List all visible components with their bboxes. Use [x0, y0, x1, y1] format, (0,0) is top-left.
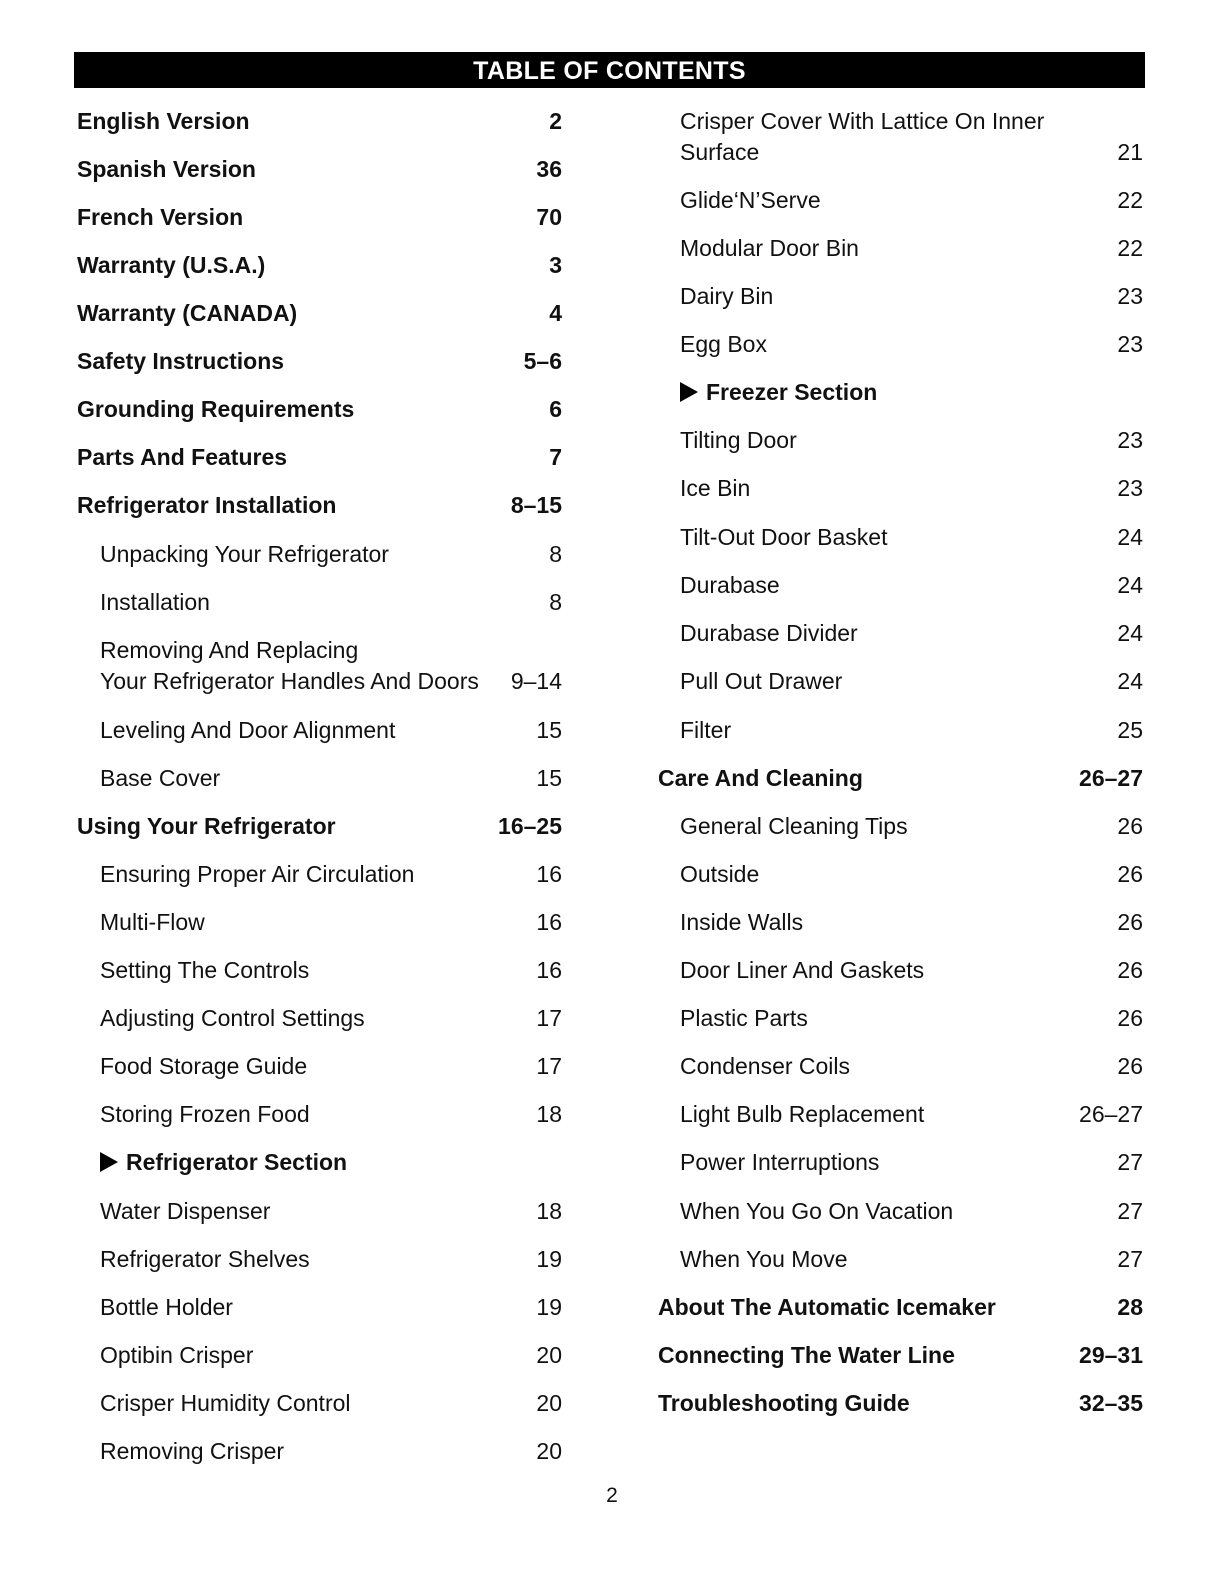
toc-title-bar	[74, 52, 1145, 88]
toc-entry-label	[658, 1292, 996, 1323]
toc-entry-page: 23	[1117, 427, 1143, 453]
toc-entry-text: Setting The Controls	[100, 957, 310, 983]
toc-entry-text: Crisper Humidity Control	[100, 1390, 351, 1416]
toc-entry-page: 5–6	[523, 348, 562, 374]
toc-entry-text: Glide‘N’Serve	[680, 187, 821, 213]
toc-entry-page: 23	[1117, 475, 1143, 501]
toc-entry-text: Removing Crisper	[100, 1438, 285, 1464]
toc-entry-page: 17	[536, 1005, 562, 1031]
toc-entry-page: 26–27	[1079, 765, 1143, 791]
toc-entry-page: 18	[536, 1198, 562, 1224]
toc-entry-label	[658, 1388, 910, 1419]
toc-entry-page: 20	[536, 1342, 562, 1368]
toc-entry-label-line2: Your Refrigerator Handles And Doors	[100, 668, 479, 694]
toc-entry-label	[680, 106, 1044, 137]
toc-entry-text: Refrigerator Shelves	[100, 1246, 310, 1272]
toc-entry-label	[680, 1196, 953, 1227]
toc-entry-label	[680, 1003, 808, 1034]
toc-entry-page: 25	[1117, 717, 1143, 743]
toc-entry-page: 32–35	[1079, 1390, 1143, 1416]
toc-entry-page: 2	[549, 108, 562, 134]
toc-entry-label	[680, 1147, 879, 1178]
toc-entry-text: When You Move	[680, 1246, 848, 1272]
toc-entry-text: Base Cover	[100, 765, 221, 791]
toc-entry-page: 18	[536, 1101, 562, 1127]
toc-entry-text: Ice Bin	[680, 475, 751, 501]
toc-entry-text: French Version	[77, 204, 244, 230]
toc-entry-label	[680, 907, 803, 938]
toc-entry-page: 26	[1117, 909, 1143, 935]
toc-entry-text: Grounding Requirements	[77, 396, 355, 422]
toc-entry-page: 16	[536, 909, 562, 935]
toc-entry-text: Modular Door Bin	[680, 235, 859, 261]
toc-entry-text: Bottle Holder	[100, 1294, 233, 1320]
toc-entry-label	[680, 570, 780, 601]
toc-entry-text: Storing Frozen Food	[100, 1101, 310, 1127]
toc-entry-text: Filter	[680, 717, 732, 743]
toc-entry-label	[680, 425, 797, 456]
toc-entry-text: Pull Out Drawer	[680, 668, 843, 694]
toc-entry-page: 6	[549, 396, 562, 422]
toc-entry-text: Removing And Replacing	[100, 637, 359, 663]
toc-entry-page: 29–31	[1079, 1342, 1143, 1368]
toc-entry-text: Adjusting Control Settings	[100, 1005, 365, 1031]
toc-entry-page: 26	[1117, 1005, 1143, 1031]
toc-entry-label	[680, 522, 887, 553]
toc-entry-text: Power Interruptions	[680, 1149, 880, 1175]
toc-entry-page: 26	[1117, 861, 1143, 887]
toc-entry-page: 22	[1117, 187, 1143, 213]
toc-entry-label	[680, 377, 877, 408]
toc-entry-text: Safety Instructions	[77, 348, 285, 374]
toc-entry-text: Troubleshooting Guide	[658, 1390, 910, 1416]
toc-entry-text: Durabase	[680, 572, 780, 598]
toc-entry-page: 8–15	[510, 492, 562, 518]
toc-entry-page: 16–25	[498, 813, 562, 839]
toc-entry-label	[680, 281, 773, 312]
toc-entry-text: Warranty (CANADA)	[77, 300, 298, 326]
toc-entry-text: Connecting The Water Line	[658, 1342, 955, 1368]
toc-entry-label	[680, 859, 759, 890]
toc-entry-label	[658, 763, 863, 794]
toc-entry-text: Using Your Refrigerator	[77, 813, 336, 839]
toc-entry-text: When You Go On Vacation	[680, 1198, 954, 1224]
toc-entry-text: Multi-Flow	[100, 909, 205, 935]
toc-entry-page: 24	[1117, 620, 1143, 646]
toc-entry-page: 8	[549, 589, 562, 615]
toc-entry-label	[680, 473, 750, 504]
toc-entry-label	[680, 1244, 848, 1275]
toc-entry-label	[658, 1340, 955, 1371]
toc-entry-page: 24	[1117, 524, 1143, 550]
toc-entry-page: 4	[549, 300, 562, 326]
toc-entry-page: 23	[1117, 331, 1143, 357]
toc-entry-page: 26	[1117, 957, 1143, 983]
toc-entry-page: 19	[536, 1246, 562, 1272]
toc-entry-text: Food Storage Guide	[100, 1053, 308, 1079]
toc-entry-page: 16	[536, 861, 562, 887]
toc-entry-label	[680, 715, 731, 746]
toc-entry-text: Parts And Features	[77, 444, 288, 470]
toc-entry-label-line2: Surface	[680, 139, 760, 165]
toc-entry-text: Durabase Divider	[680, 620, 858, 646]
toc-entry-page: 27	[1117, 1149, 1143, 1175]
toc-entry-label	[680, 233, 859, 264]
page-number: 2	[606, 1484, 618, 1507]
toc-entry-label	[680, 955, 924, 986]
toc-entry-page: 23	[1117, 283, 1143, 309]
toc-entry	[0, 1388, 1224, 1450]
toc-entry	[0, 106, 1224, 168]
toc-title: TABLE OF CONTENTS	[473, 57, 746, 85]
toc-entry-text: Warranty (U.S.A.)	[77, 252, 266, 278]
toc-entry-text: Refrigerator Section	[126, 1149, 348, 1175]
toc-entry-text: Dairy Bin	[680, 283, 774, 309]
toc-entry-page: 19	[536, 1294, 562, 1320]
toc-entry-label	[680, 1099, 924, 1130]
toc-entry-label	[680, 329, 767, 360]
toc-entry-page: 20	[536, 1390, 562, 1416]
toc-entry-page: 15	[536, 765, 562, 791]
toc-entry-text: Unpacking Your Refrigerator	[100, 541, 389, 567]
toc-entry-page: 24	[1117, 572, 1143, 598]
toc-entry-page: 70	[536, 204, 562, 230]
toc-entry-text: Outside	[680, 861, 760, 887]
toc-entry-text: Tilt-Out Door Basket	[680, 524, 888, 550]
toc-entry-text: Spanish Version	[77, 156, 256, 182]
toc-entry-text: Plastic Parts	[680, 1005, 808, 1031]
toc-entry-text: English Version	[77, 108, 250, 134]
toc-entry-text: Tilting Door	[680, 427, 797, 453]
toc-entry-page: 7	[549, 444, 562, 470]
toc-entry-text: Ensuring Proper Air Circulation	[100, 861, 415, 887]
toc-entry-page: 17	[536, 1053, 562, 1079]
toc-entry-text: Inside Walls	[680, 909, 804, 935]
toc-entry-text: Crisper Cover With Lattice On Inner	[680, 108, 1045, 134]
toc-entry-page: 26	[1117, 1053, 1143, 1079]
toc-entry-page: 24	[1117, 668, 1143, 694]
toc-entry-text: Care And Cleaning	[658, 765, 863, 791]
toc-entry-text: Freezer Section	[706, 379, 878, 405]
toc-entry-page: 28	[1117, 1294, 1143, 1320]
toc-entry-page: 21	[1117, 139, 1143, 165]
toc-entry-text: About The Automatic Icemaker	[658, 1294, 996, 1320]
toc-entry-page: 9–14	[510, 668, 562, 694]
toc-entry-page: 27	[1117, 1198, 1143, 1224]
toc-entry-text: Optibin Crisper	[100, 1342, 254, 1368]
toc-entry-page: 16	[536, 957, 562, 983]
toc-entry-page: 20	[536, 1438, 562, 1464]
toc-entry-label	[680, 811, 908, 842]
toc-entry-page: 3	[549, 252, 562, 278]
toc-entry-page: 15	[536, 717, 562, 743]
toc-entry-page: 22	[1117, 235, 1143, 261]
toc-entry-label	[680, 618, 858, 649]
toc-entry-text: Egg Box	[680, 331, 767, 357]
toc-entry-page: 36	[536, 156, 562, 182]
toc-entry-page: 27	[1117, 1246, 1143, 1272]
toc-entry-page: 8	[549, 541, 562, 567]
toc-entry-label	[680, 1051, 850, 1082]
toc-entry-text: Condenser Coils	[680, 1053, 851, 1079]
toc-entry-label	[680, 666, 842, 697]
toc-entry-text: Installation	[100, 589, 210, 615]
toc-entry-page: 26–27	[1079, 1101, 1143, 1127]
toc-entry-text: Light Bulb Replacement	[680, 1101, 925, 1127]
toc-entry-text: Leveling And Door Alignment	[100, 717, 396, 743]
triangle-right-icon	[680, 382, 698, 402]
toc-entry-label	[680, 185, 821, 216]
toc-entry-text: Door Liner And Gaskets	[680, 957, 925, 983]
toc-entry-text: Water Dispenser	[100, 1198, 271, 1224]
toc-entry-text: General Cleaning Tips	[680, 813, 908, 839]
toc-entry-text: Refrigerator Installation	[77, 492, 337, 518]
toc-entry-page: 26	[1117, 813, 1143, 839]
